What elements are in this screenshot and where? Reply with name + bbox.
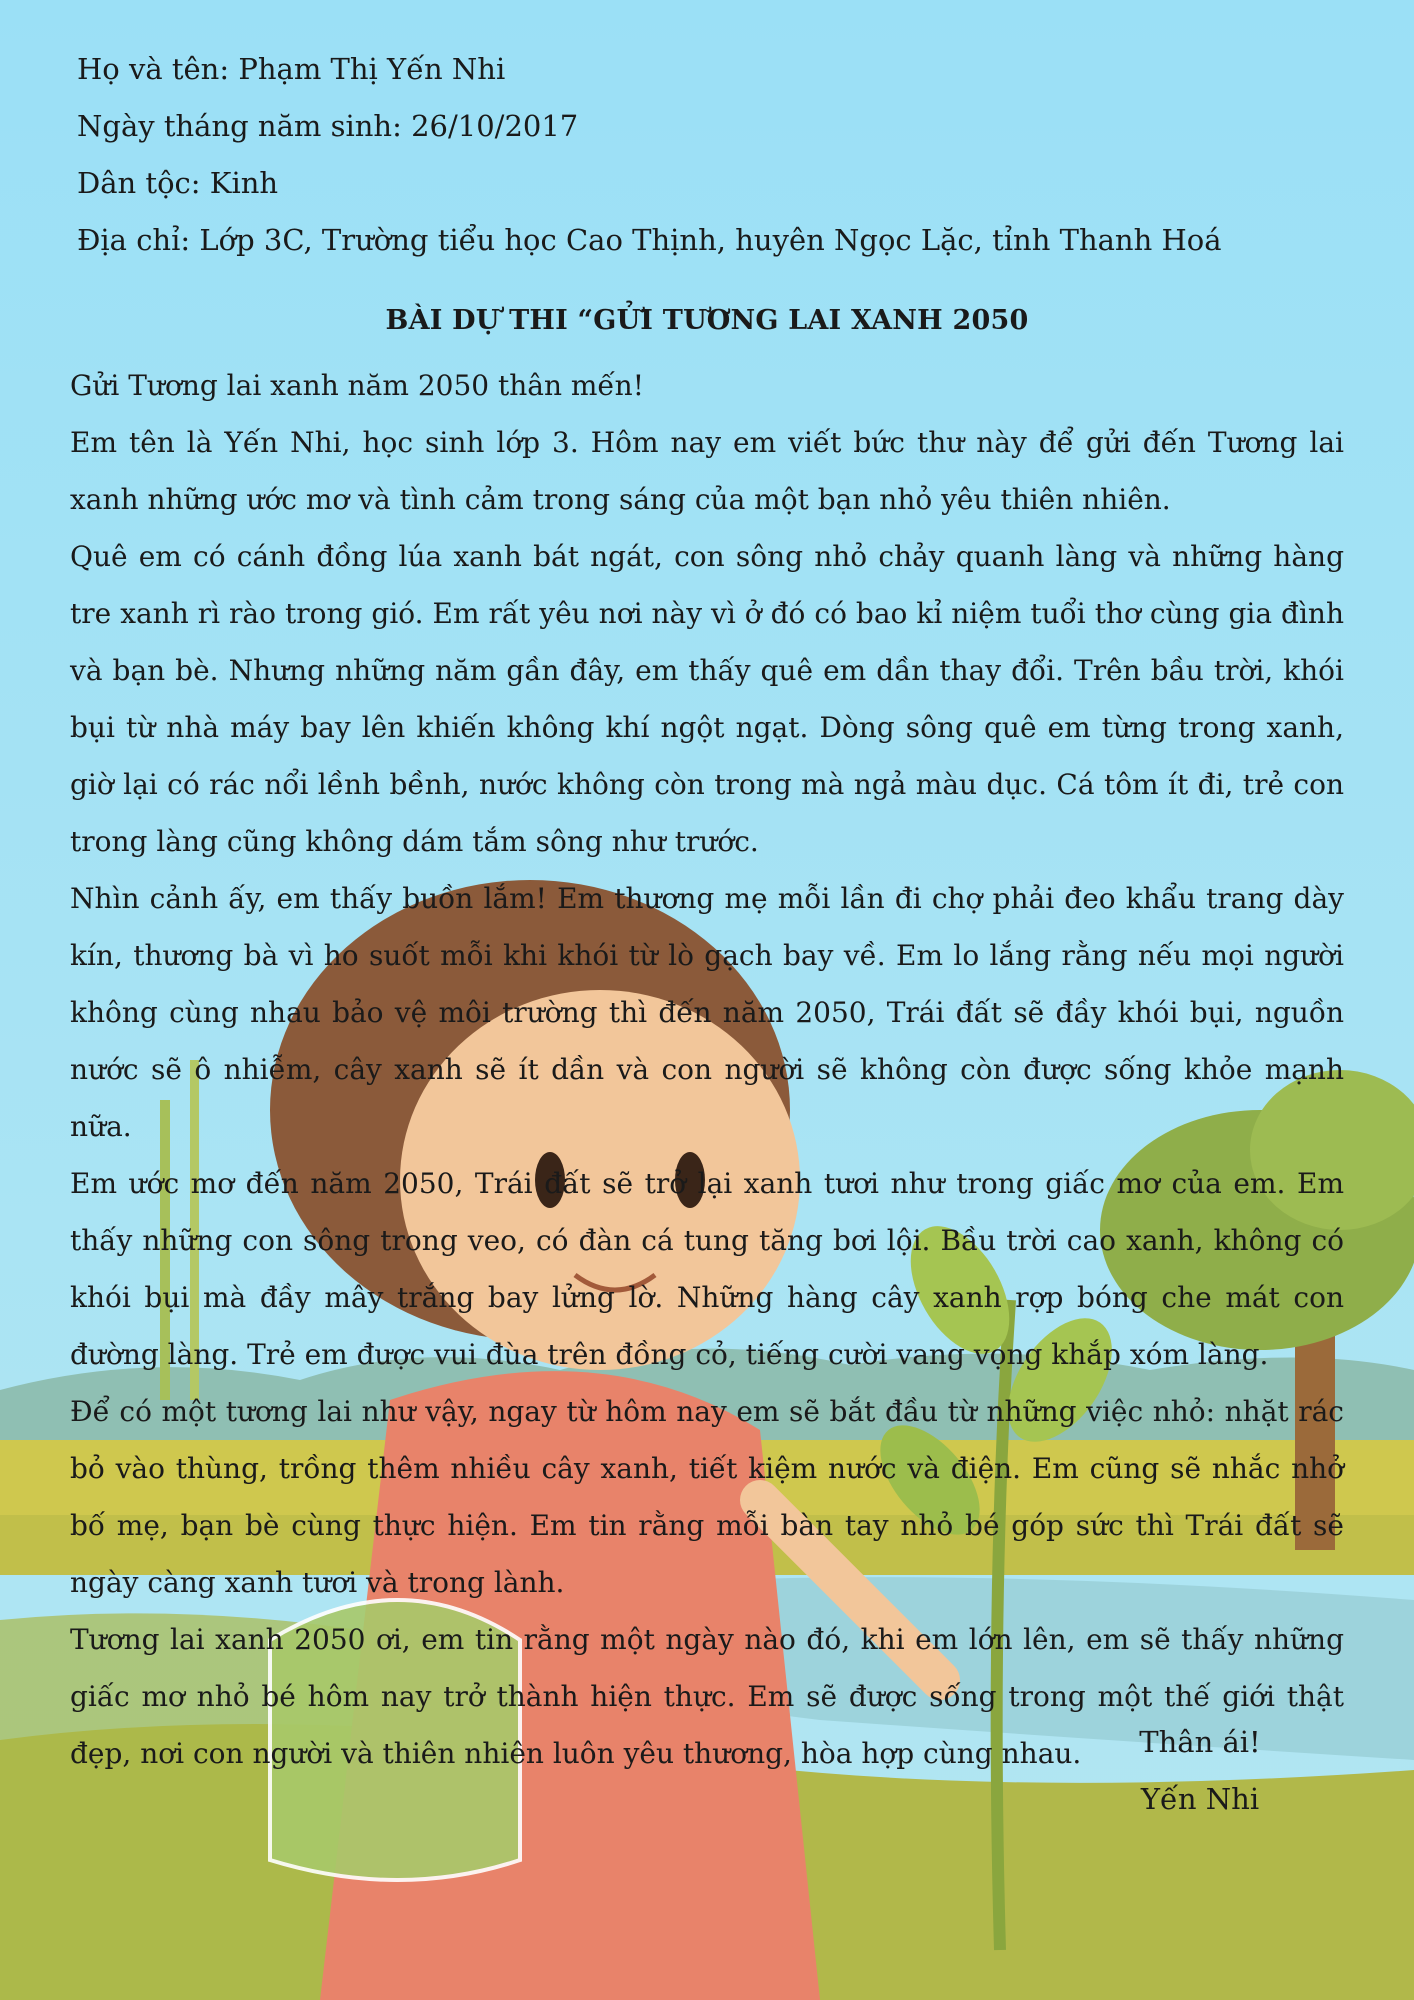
student-address: Địa chỉ: Lớp 3C, Trường tiểu học Cao Thịnh, huyên Ngọc Lặc, tỉnh Thanh Hoá [77, 223, 1222, 257]
letter-closing [1100, 1714, 1300, 1828]
closing-signature: Yến Nhi [1140, 1782, 1260, 1816]
page-title: BÀI DỰ THI “GỬI TƯƠNG LAI XANH 2050 [385, 305, 1029, 336]
letter-paragraph: Em ước mơ đến năm 2050, Trái đất sẽ trở lại xanh tươi như trong giấc mơ của em. Em thấy những con sông trong veo, có đàn cá tung tăng bơi lội. Bầu trời cao xanh, không có khói bụi mà đầy mây trắng bay lửng lờ. Những hàng cây xanh rợp bóng che mát con đường làng. Trẻ em được vui đùa trên đồng cỏ, tiếng cười vang vọng khắp xóm làng. [70, 1167, 1344, 1371]
letter-body [70, 357, 1344, 1782]
letter-greeting: Gửi Tương lai xanh năm 2050 thân mến! [70, 369, 644, 402]
student-ethnicity: Dân tộc: Kinh [77, 166, 279, 200]
letter-paragraph: Quê em có cánh đồng lúa xanh bát ngát, con sông nhỏ chảy quanh làng và những hàng tre xanh rì rào trong gió. Em rất yêu nơi này vì ở đó có bao kỉ niệm tuổi thơ cùng gia đình và bạn bè. Nhưng những năm gần đây, em thấy quê em dần thay đổi. Trên bầu trời, khói bụi từ nhà máy bay lên khiến không khí ngột ngạt. Dòng sông quê em từng trong xanh, giờ lại có rác nổi lềnh bềnh, nước không còn trong mà ngả màu dục. Cá tôm ít đi, trẻ con trong làng cũng không dám tắm sông như trước. [70, 540, 1344, 858]
letter-paragraph: Để có một tương lai như vậy, ngay từ hôm nay em sẽ bắt đầu từ những việc nhỏ: nhặt rác bỏ vào thùng, trồng thêm nhiều cây xanh, tiết kiệm nước và điện. Em cũng sẽ nhắc nhở bố mẹ, bạn bè cùng thực hiện. Em tin rằng mỗi bàn tay nhỏ bé góp sức thì Trái đất sẽ ngày càng xanh tươi và trong lành. [70, 1395, 1344, 1599]
letter-paragraph: Em tên là Yến Nhi, học sinh lớp 3. Hôm nay em viết bức thư này để gửi đến Tương lai xanh những ước mơ và tình cảm trong sáng của một bạn nhỏ yêu thiên nhiên. [70, 426, 1344, 516]
closing-regards: Thân ái! [1139, 1725, 1261, 1759]
letter-paragraph: Nhìn cảnh ấy, em thấy buồn lắm! Em thương mẹ mỗi lần đi chợ phải đeo khẩu trang dày kín, thương bà vì ho suốt mỗi khi khói từ lò gạch bay về. Em lo lắng rằng nếu mọi người không cùng nhau bảo vệ môi trường thì đến năm 2050, Trái đất sẽ đầy khói bụi, nguồn nước sẽ ô nhiễm, cây xanh sẽ ít dần và con người sẽ không còn được sống khỏe mạnh nữa. [70, 882, 1344, 1143]
student-dob: Ngày tháng năm sinh: 26/10/2017 [77, 109, 579, 143]
letter-paragraph: Tương lai xanh 2050 ơi, em tin rằng một ngày nào đó, khi em lớn lên, em sẽ thấy những giấc mơ nhỏ bé hôm nay trở thành hiện thực. Em sẽ được sống trong một thế giới thật đẹp, nơi con người và thiên nhiên luôn yêu thương, hòa hợp cùng nhau. [70, 1623, 1344, 1770]
student-name: Họ và tên: Phạm Thị Yến Nhi [77, 52, 506, 86]
student-info [77, 41, 1222, 269]
